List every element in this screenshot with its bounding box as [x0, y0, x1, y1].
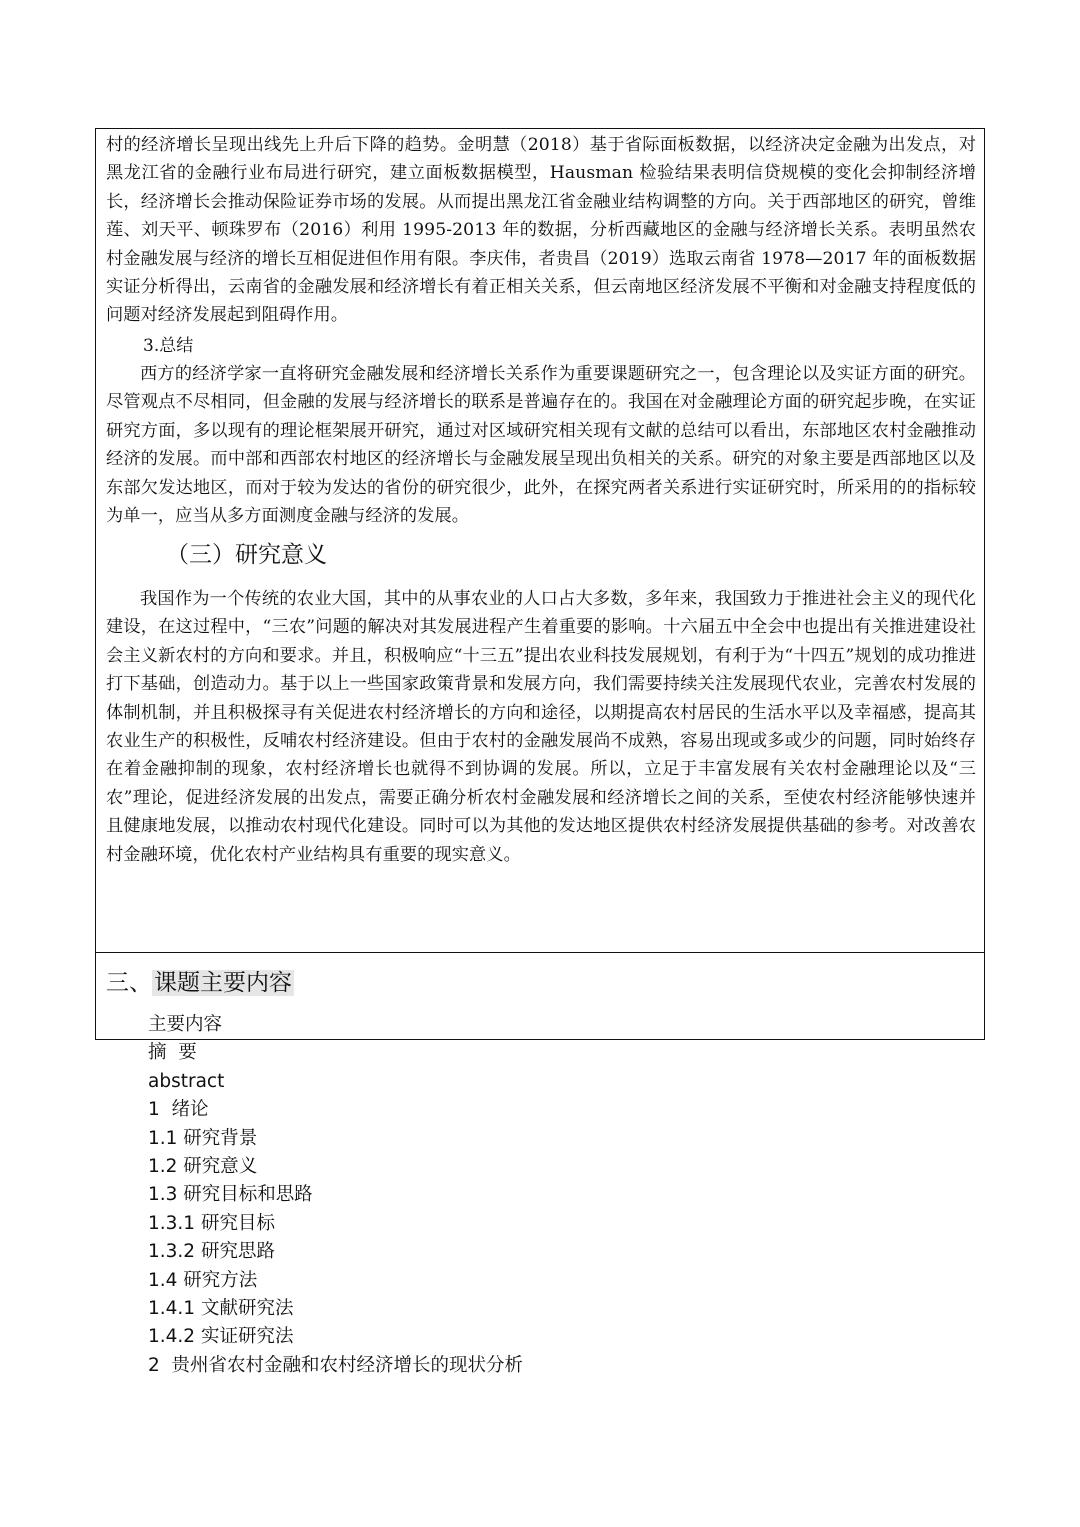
summary-heading: 3.总结: [143, 336, 194, 356]
toc-item: 1.3 研究目标和思路: [148, 1184, 313, 1206]
significance-heading: （三）研究意义: [166, 542, 327, 568]
toc-item: 1.4.1 文献研究法: [148, 1298, 294, 1320]
section-title: 课题主要内容: [154, 970, 292, 996]
toc-item: 主要内容: [148, 1014, 223, 1035]
toc-item: abstract: [148, 1070, 225, 1092]
toc-item: 1 绪论: [148, 1099, 209, 1121]
table-row-divider: [96, 952, 984, 953]
toc-item: 1.1 研究背景: [148, 1127, 258, 1149]
summary-paragraph: 西方的经济学家一直将研究金融发展和经济增长关系作为重要课题研究之一，包含理论以及实证方面的研究。尽管观点不尽相同，但金融的发展与经济增长的联系是普遍存在的。我国在对金融理论方面的研究起步晚，在实证研究方面，多以现有的理论框架展开研究，通过对区域研究相关现有文献的总结可以看出，东部地区农村金融推动经济的发展。而中部和西部农村地区的经济增长与金融发展呈现出负相关的关系。研究的对象主要是西部地区以及东部欠发达地区，而对于较为发达的省份的研究很少，此外，在探究两者关系进行实证研究时，所采用的的指标较为单一，应当从多方面测度金融与经济的发展。: [106, 364, 976, 527]
toc-item: 1.3.1 研究目标: [148, 1212, 275, 1234]
toc-item: 1.2 研究意义: [148, 1156, 258, 1178]
section-number: 三、: [106, 970, 152, 996]
main-content-heading: [106, 965, 294, 1001]
toc-item: 1.3.2 研究思路: [148, 1241, 275, 1263]
literature-review-paragraph: 村的经济增长呈现出线先上升后下降的趋势。金明慧（2018）基于省际面板数据，以经济决定金融为出发点，对黑龙江省的金融行业布局进行研究，建立面板数据模型，Hausman 检验结果表明信贷规模的变化会抑制经济增长，经济增长会推动保险证券市场的发展。从而提出黑龙江省金融业结构调整的方向。关于西部地区的研究，曾维莲、刘天平、顿珠罗布（2016）利用 1995-2013 年的数据，分析西藏地区的金融与经济增长关系。表明虽然农村金融发展与经济的增长互相促进但作用有限。李庆伟，者贵昌（2019）选取云南省 1978—2017 年的面板数据实证分析得出，云南省的金融发展和经济增长有着正相关关系，但云南地区经济发展不平衡和对金融支持程度低的问题对经济发展起到阻碍作用。: [106, 135, 976, 326]
toc-item: 摘 要: [148, 1042, 197, 1064]
toc-item: 1.4 研究方法: [148, 1269, 258, 1291]
toc-item: 1.4.2 实证研究法: [148, 1326, 294, 1348]
table-of-contents: [148, 1011, 523, 1380]
toc-item: 2 贵州省农村金融和农村经济增长的现状分析: [148, 1354, 524, 1376]
significance-paragraph: 我国作为一个传统的农业大国，其中的从事农业的人口占大多数，多年来，我国致力于推进社会主义的现代化建设，在这过程中，“三农”问题的解决对其发展进程产生着重要的影响。十六届五中全会中也提出有关推进建设社会主义新农村的方向和要求。并且，积极响应“十三五”提出农业科技发展规划，有利于为“十四五”规划的成功推进打下基础，创造动力。基于以上一些国家政策背景和发展方向，我们需要持续关注发展现代农业，完善农村发展的体制机制，并且积极探寻有关促进农村经济增长的方向和途径，以期提高农村居民的生活水平以及幸福感，提高其农业生产的积极性，反哺农村经济建设。但由于农村的金融发展尚不成熟，容易出现或多或少的问题，同时始终存在着金融抑制的现象，农村经济增长也就得不到协调的发展。所以，立足于丰富发展有关农村金融理论以及“三农”理论，促进经济发展的出发点，需要正确分析农村金融发展和经济增长之间的关系，至使农村经济能够快速并且健康地发展，以推动农村现代化建设。同时可以为其他的发达地区提供农村经济发展提供基础的参考。对改善农村金融环境，优化农村产业结构具有重要的现实意义。: [106, 589, 976, 865]
proposal-form-table: [95, 128, 985, 1376]
